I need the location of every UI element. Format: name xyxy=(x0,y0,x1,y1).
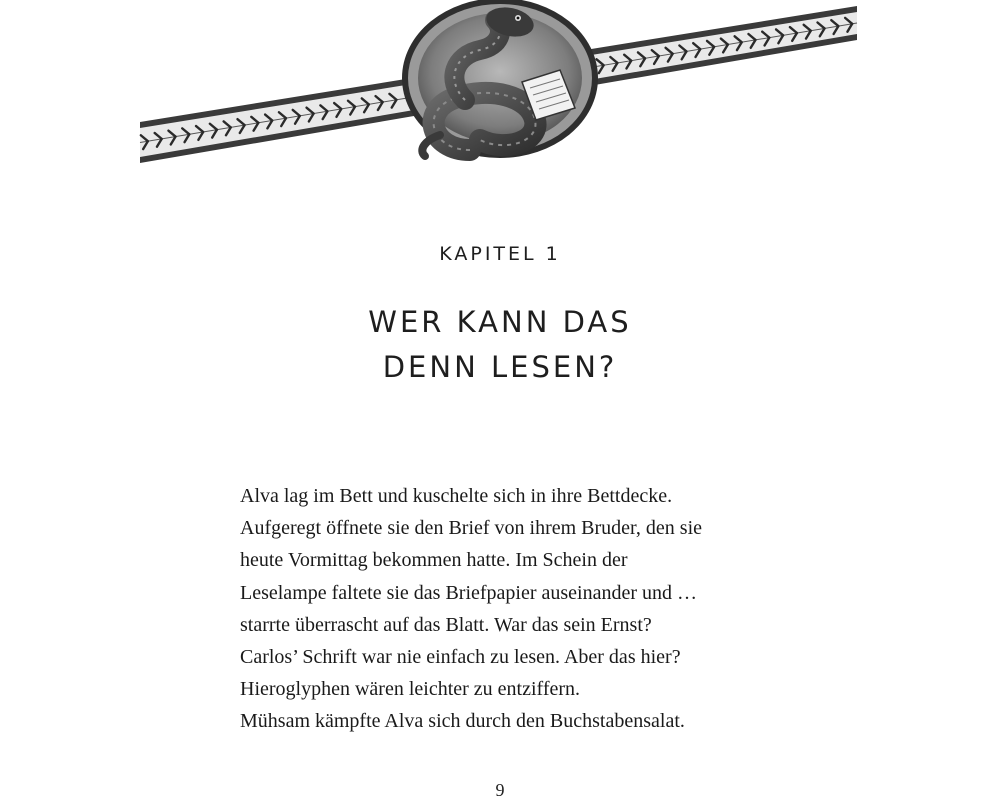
body-line: Carlos’ Schrift war nie einfach zu lesen. Aber das hier? xyxy=(240,646,681,669)
body-line: Hieroglyphen wären leichter zu entziffern. xyxy=(240,678,581,701)
body-line: Leselampe faltete sie das Briefpapier auseinander und … xyxy=(240,581,698,604)
body-line: heute Vormittag bekommen hatte. Im Schein der xyxy=(240,549,628,572)
chapter-header-illustration xyxy=(0,0,1000,170)
page-number: 9 xyxy=(495,780,505,800)
chapter-title xyxy=(0,300,1000,390)
body-line: Alva lag im Bett und kuschelte sich in ihre Bettdecke. xyxy=(240,485,673,507)
chapter-title-line: WER KANN DAS xyxy=(368,305,632,339)
chapter-title-line: DENN LESEN? xyxy=(382,350,618,384)
body-line: Mühsam kämpfte Alva sich durch den Buchstabensalat. xyxy=(240,710,685,733)
chapter-label: KAPITEL 1 xyxy=(439,243,561,265)
body-line: starrte überrascht auf das Blatt. War das sein Ernst? xyxy=(240,613,652,636)
body-line: Aufgeregt öffnete sie den Brief von ihrem Bruder, den sie xyxy=(240,517,703,540)
body-text xyxy=(240,480,800,738)
